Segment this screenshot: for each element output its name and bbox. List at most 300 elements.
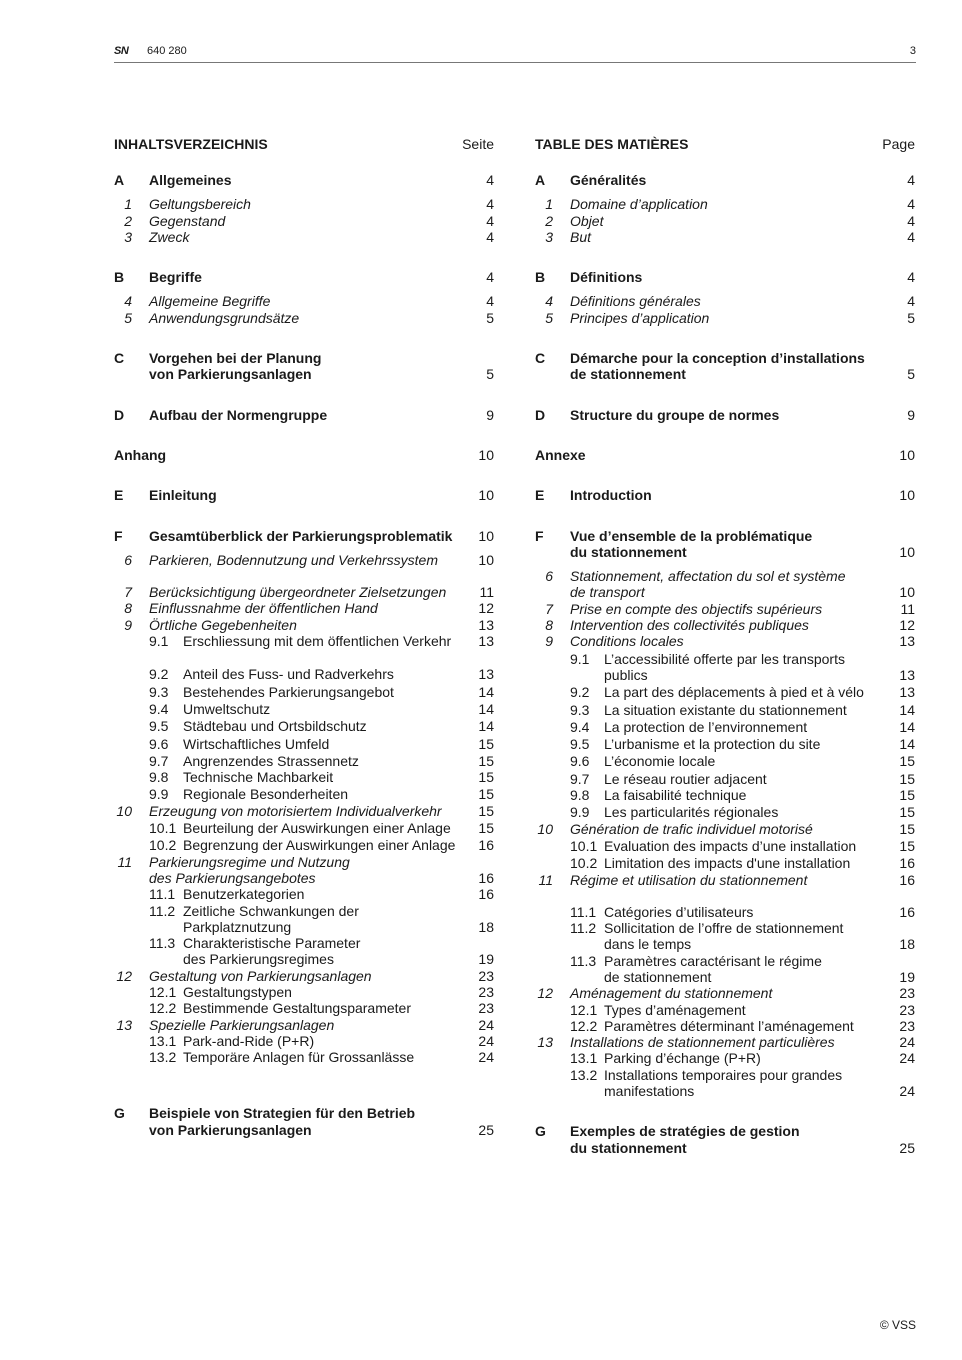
toc-entry-title-line: Paramètres caractérisant le régime — [604, 952, 822, 969]
toc-entry-title-line: Bestehendes Parkierungsangebot — [183, 683, 394, 700]
toc-entry — [535, 753, 915, 769]
toc-entry-number: C — [114, 350, 125, 367]
toc-entry — [114, 1033, 494, 1049]
toc-entry — [114, 666, 494, 682]
toc-entry — [535, 787, 915, 803]
toc-entry — [535, 1050, 915, 1066]
toc-entry-title-line: Exemples de stratégies de gestion — [570, 1123, 800, 1140]
toc-entry-page: 15 — [899, 804, 915, 821]
toc-entry-number: 11.3 — [570, 952, 597, 969]
toc-entry-title-line: Temporäre Anlagen für Grossanlässe — [183, 1049, 415, 1066]
toc-entry-title-line: Annexe — [535, 446, 586, 463]
toc-entry — [535, 1002, 915, 1018]
toc-entry-title — [114, 769, 494, 785]
toc-entry — [114, 803, 494, 819]
toc-entry-title-line: Geltungsbereich — [149, 196, 251, 213]
toc-entry-page: 13 — [478, 666, 494, 683]
toc-entry-page: 25 — [478, 1121, 494, 1138]
toc-entry-title — [535, 821, 915, 837]
toc-entry-title-line: Régime et utilisation du stationnement — [570, 871, 808, 888]
toc-entry-number: 12 — [116, 967, 132, 984]
toc-entry — [114, 903, 494, 936]
toc-entry — [114, 600, 494, 616]
toc-entry-number: 1 — [545, 196, 553, 213]
toc-entry-number: 9.1 — [149, 633, 169, 650]
toc-entry-page: 23 — [899, 1001, 915, 1018]
toc-entry-title — [114, 447, 494, 463]
toc-entry-page: 14 — [899, 736, 915, 753]
toc-entry-number: 12.1 — [570, 1001, 598, 1018]
toc-entries — [114, 172, 494, 1138]
toc-entry-title-line: Gegenstand — [149, 212, 226, 229]
toc-entry-page: 14 — [899, 701, 915, 718]
toc-entry-number: G — [535, 1123, 546, 1140]
toc-entry-title-line: von Parkierungsanlagen — [149, 1121, 312, 1138]
toc-entry-title — [535, 719, 915, 735]
toc-entry-number: 11.3 — [149, 935, 176, 952]
toc-entry — [114, 293, 494, 309]
toc-entry-title-line: Parkplatznutzung — [183, 918, 292, 935]
toc-entry-title — [114, 600, 494, 616]
toc-entry-page: 4 — [907, 293, 915, 310]
toc-entry-title-line: Parking d’échange (P+R) — [604, 1050, 761, 1067]
toc-entry — [535, 350, 915, 383]
toc-entries — [535, 172, 915, 1156]
toc-entry — [535, 229, 915, 245]
toc-entry — [535, 1123, 915, 1156]
toc-entry-number: 4 — [124, 293, 132, 310]
toc-entry-page: 5 — [486, 309, 494, 326]
toc-entry-title-line: Zeitliche Schwankungen der — [183, 902, 359, 919]
toc-entry-title-line: Allgemeine Begriffe — [149, 293, 271, 310]
toc-entry — [535, 633, 915, 649]
toc-entry-title-line: Stationnement, affectation du sol et système — [570, 568, 846, 585]
toc-entry-title-line: Beurteilung der Auswirkungen einer Anlage — [183, 820, 451, 837]
toc-entry-page: 24 — [478, 1032, 494, 1049]
toc-entry — [114, 786, 494, 802]
toc-entry-title — [535, 753, 915, 769]
toc-entry-number: 9 — [545, 633, 553, 650]
toc-entry-title-line: Conditions locales — [570, 633, 684, 650]
toc-entry — [535, 1067, 915, 1100]
toc-entry-page: 15 — [899, 753, 915, 770]
toc-entry — [535, 269, 915, 285]
toc-entry-number: 2 — [124, 212, 132, 229]
toc-entry-title-line: Types d’aménagement — [604, 1001, 746, 1018]
toc-entry-title-line: La faisabilité technique — [604, 787, 747, 804]
toc-entry — [535, 821, 915, 837]
toc-entry-page: 19 — [899, 968, 915, 985]
toc-entry-page: 4 — [907, 228, 915, 245]
toc-entry-number: 9.8 — [570, 787, 590, 804]
toc-entry — [535, 838, 915, 854]
toc-entry — [114, 820, 494, 836]
toc-entry-page: 10 — [899, 446, 915, 463]
toc-entry-page: 4 — [486, 172, 494, 188]
toc-entry-title — [114, 1105, 494, 1138]
toc-entry-title — [114, 786, 494, 802]
toc-entry — [114, 350, 494, 383]
toc-entry-title-line: Erzeugung von motorisiertem Individualverkehr — [149, 802, 442, 819]
toc-entry — [114, 736, 494, 752]
toc-entry-number: 9.1 — [570, 650, 590, 667]
toc-entry-number: 10.1 — [149, 820, 177, 837]
toc-entry-page: 16 — [478, 886, 494, 903]
toc-entry-page: 18 — [899, 936, 915, 953]
toc-entry-number: G — [114, 1105, 125, 1122]
toc-entry — [114, 1017, 494, 1033]
toc-entry-number: D — [535, 406, 546, 423]
toc-entry-title-line: Installations de stationnement particulières — [570, 1034, 835, 1051]
toc-entry — [114, 528, 494, 544]
toc-entry-page: 15 — [478, 786, 494, 803]
toc-entry-number: 9.7 — [570, 770, 590, 787]
toc-entry — [114, 487, 494, 503]
toc-entry-title-line: Parkieren, Bodennutzung und Verkehrssystem — [149, 551, 438, 568]
toc-entry — [535, 872, 915, 888]
toc-entry-title-line: publics — [604, 666, 648, 683]
toc-entry-title-line: Installations temporaires pour grandes — [604, 1066, 843, 1083]
toc-entry-title — [114, 584, 494, 600]
toc-entry-title-line: Définitions — [570, 269, 643, 286]
toc-entry — [535, 804, 915, 820]
toc-entry-page: 16 — [478, 837, 494, 854]
page-header — [114, 42, 916, 63]
toc-entry-title — [114, 617, 494, 633]
toc-entry-page: 10 — [478, 551, 494, 568]
toc-entry — [535, 407, 915, 423]
toc-entry — [535, 196, 915, 212]
toc-entry — [114, 935, 494, 968]
toc-entry-title-line: Charakteristische Parameter — [183, 935, 361, 952]
toc-entry-page: 13 — [899, 684, 915, 701]
toc-entry-page: 16 — [899, 903, 915, 920]
toc-entry-number: 10.2 — [570, 855, 598, 872]
toc-entry-page: 13 — [899, 666, 915, 683]
toc-entry-page: 5 — [907, 309, 915, 326]
toc-entry-title-line: Bestimmende Gestaltungsparameter — [183, 1000, 411, 1017]
toc-entry — [535, 904, 915, 920]
toc-entry — [114, 196, 494, 212]
toc-entry-title — [535, 487, 915, 503]
toc-entry — [114, 269, 494, 285]
toc-entry — [114, 1105, 494, 1138]
toc-entry-number: D — [114, 406, 125, 423]
toc-entry-title-line: Gestaltung von Parkierungsanlagen — [149, 967, 372, 984]
toc-entry — [535, 568, 915, 601]
toc-entry-number: 12.1 — [149, 983, 177, 1000]
toc-entry-title — [114, 487, 494, 503]
toc-entry-page: 15 — [899, 820, 915, 837]
toc-entry-page: 10 — [478, 446, 494, 463]
toc-entry-title-line: Intervention des collectivités publiques — [570, 617, 809, 634]
toc-entry-number: 11.2 — [149, 902, 176, 919]
toc-entry-number: 5 — [124, 309, 132, 326]
toc-entry-title — [114, 736, 494, 752]
document-number: 640 280 — [147, 45, 187, 57]
toc-entry-title — [114, 269, 494, 285]
toc-entry-page: 15 — [478, 752, 494, 769]
toc-entry-title-line: Aufbau der Normengruppe — [149, 406, 328, 423]
toc-entry-title-line: Objet — [570, 212, 604, 229]
toc-entry — [535, 855, 915, 871]
toc-entry — [114, 769, 494, 785]
toc-entry-title — [114, 229, 494, 245]
toc-entry — [114, 968, 494, 984]
toc-entry-number: 9.7 — [149, 752, 169, 769]
toc-entry-number: A — [114, 172, 125, 188]
toc-entry-number: F — [114, 527, 123, 544]
toc-entry-number: 9.4 — [570, 718, 590, 735]
toc-entry-page: 4 — [486, 212, 494, 229]
toc-entry — [535, 1034, 915, 1050]
toc-entry — [114, 552, 494, 568]
toc-entry-title — [535, 1034, 915, 1050]
toc-entry-title — [535, 684, 915, 700]
toc-entry-page: 23 — [478, 1000, 494, 1017]
toc-entry-page: 24 — [899, 1034, 915, 1051]
toc-entry — [114, 837, 494, 853]
toc-entry-number: 9.6 — [149, 735, 169, 752]
toc-entry-title — [114, 528, 494, 544]
toc-entry-number: 10 — [537, 820, 553, 837]
toc-entry-title-line: Vue d’ensemble de la problématique — [570, 527, 813, 544]
toc-entry-number: 9.4 — [149, 700, 169, 717]
toc-entry-title-line: Städtebau und Ortsbildschutz — [183, 718, 367, 735]
toc-entry-page: 10 — [899, 584, 915, 601]
toc-entry-page: 15 — [478, 735, 494, 752]
toc-entry-page: 11 — [900, 600, 915, 617]
toc-entry-title-line: La situation existante du stationnement — [604, 701, 847, 718]
toc-entry-title-line: Gestaltungstypen — [183, 983, 292, 1000]
toc-entry-title-line: Définitions générales — [570, 293, 701, 310]
toc-entry — [535, 953, 915, 986]
toc-entry-page: 14 — [899, 718, 915, 735]
toc-entry-title — [114, 633, 494, 649]
toc-german — [114, 135, 494, 1138]
toc-entry-number: 9 — [124, 616, 132, 633]
toc-entry-page: 25 — [899, 1139, 915, 1156]
toc-entry-number: 7 — [124, 584, 132, 601]
toc-entry-title — [114, 854, 494, 887]
toc-entry-number: 9.3 — [149, 683, 169, 700]
toc-entry — [114, 1000, 494, 1016]
toc-entry — [535, 920, 915, 953]
toc-entry-page: 15 — [899, 837, 915, 854]
toc-entry — [535, 293, 915, 309]
toc-entry — [114, 718, 494, 734]
toc-entry-title — [535, 229, 915, 245]
toc-title: INHALTSVERZEICHNIS — [114, 136, 268, 152]
toc-entry-title-line: Parkierungsregime und Nutzung — [149, 853, 350, 870]
toc-entry — [535, 447, 915, 463]
toc-entry-number: C — [535, 350, 546, 367]
toc-entry — [114, 229, 494, 245]
toc-entry-page: 24 — [478, 1049, 494, 1066]
toc-entry-title-line: des Parkierungsangebotes — [149, 869, 316, 886]
toc-entry-page: 4 — [486, 293, 494, 310]
toc-entry-number: 13.1 — [149, 1032, 177, 1049]
toc-entry-number: 11 — [117, 853, 132, 870]
toc-entry-page: 23 — [899, 985, 915, 1002]
toc-entry-number: 7 — [545, 600, 553, 617]
toc-entry-title-line: Introduction — [570, 487, 652, 504]
toc-entry-page: 16 — [478, 869, 494, 886]
toc-entry-title — [535, 651, 915, 684]
toc-entry-title — [535, 447, 915, 463]
toc-entry-page: 19 — [478, 951, 494, 968]
toc-entry-title-line: du stationnement — [570, 1139, 687, 1156]
toc-entry-number: 11.2 — [570, 920, 597, 937]
toc-entry-number: 12.2 — [570, 1017, 598, 1034]
toc-entry-title-line: La part des déplacements à pied et à vélo — [604, 684, 864, 701]
toc-entry-page: 16 — [899, 855, 915, 872]
toc-entry-title-line: Les particularités régionales — [604, 804, 779, 821]
toc-entry-number: 9.6 — [570, 753, 590, 770]
toc-entry-number: 9.2 — [570, 684, 590, 701]
toc-entry-page: 10 — [478, 487, 494, 504]
toc-entry-title — [535, 633, 915, 649]
toc-entry-number: 13.2 — [570, 1066, 598, 1083]
toc-entry-page: 15 — [899, 787, 915, 804]
toc-entry-title-line: Généralités — [570, 172, 647, 188]
toc-entry-title-line: L’urbanisme et la protection du site — [604, 736, 821, 753]
toc-entry-title-line: Angrenzendes Strassennetz — [183, 752, 359, 769]
toc-entry-title-line: Anhang — [114, 446, 167, 463]
toc-entry-title — [535, 601, 915, 617]
toc-heading — [535, 135, 915, 153]
toc-entry-title-line: Le réseau routier adjacent — [604, 770, 767, 787]
toc-entry-number: 12 — [537, 985, 553, 1002]
toc-entry — [114, 633, 494, 649]
toc-entry-title-line: Berücksichtigung übergeordneter Zielsetzungen — [149, 584, 447, 601]
toc-entry-title-line: Vorgehen bei der Planung — [149, 350, 322, 367]
toc-entry — [535, 651, 915, 684]
toc-entry-number: 10.1 — [570, 837, 598, 854]
toc-entry-page: 4 — [907, 269, 915, 286]
toc-entry-page: 23 — [478, 967, 494, 984]
toc-entry — [114, 172, 494, 188]
toc-entry-page: 11 — [479, 584, 494, 601]
toc-entry-page: 4 — [907, 212, 915, 229]
toc-entry-title — [535, 213, 915, 229]
toc-entry — [535, 1018, 915, 1034]
toc-entry-number: 4 — [545, 293, 553, 310]
toc-entry-title-line: L’économie locale — [604, 753, 716, 770]
toc-entry-page: 16 — [899, 871, 915, 888]
toc-entry-title — [114, 552, 494, 568]
toc-entry-page: 13 — [478, 616, 494, 633]
toc-entry-number: 1 — [124, 196, 132, 213]
toc-entry-number: 13 — [537, 1034, 553, 1051]
page-number: 3 — [909, 45, 916, 57]
toc-entry-title — [535, 172, 915, 188]
toc-entry — [535, 684, 915, 700]
toc-entry-title-line: Catégories d’utilisateurs — [604, 903, 754, 920]
toc-entry-page: 10 — [899, 543, 915, 560]
toc-entry-number: 5 — [545, 309, 553, 326]
toc-page-label: Seite — [462, 136, 494, 152]
toc-entry-number: B — [114, 269, 125, 286]
toc-entry-number: 9.3 — [570, 701, 590, 718]
toc-entry — [535, 985, 915, 1001]
toc-entry-title-line: But — [570, 228, 592, 245]
toc-entry-title — [114, 407, 494, 423]
toc-entry — [114, 617, 494, 633]
toc-entry-title — [535, 702, 915, 718]
toc-entry-page: 4 — [486, 269, 494, 286]
sn-logo: SN — [114, 45, 129, 57]
toc-entry — [535, 601, 915, 617]
toc-entry — [114, 1049, 494, 1065]
toc-entry-title — [114, 196, 494, 212]
toc-entry-title — [535, 804, 915, 820]
toc-entry-number: 6 — [545, 568, 553, 585]
toc-entry-number: 13.1 — [570, 1050, 598, 1067]
toc-entry — [535, 213, 915, 229]
toc-entry-page: 24 — [899, 1050, 915, 1067]
toc-entry — [114, 213, 494, 229]
toc-entry-title-line: de stationnement — [604, 968, 712, 985]
toc-entry-title-line: Beispiele von Strategien für den Betrieb — [149, 1105, 416, 1122]
toc-entry-title-line: Park-and-Ride (P+R) — [183, 1032, 315, 1049]
toc-entry — [535, 172, 915, 188]
toc-entry-title — [535, 736, 915, 752]
toc-entry-page: 4 — [486, 228, 494, 245]
toc-entry-title — [114, 684, 494, 700]
copyright-footer: © VSS — [879, 1318, 916, 1332]
toc-entry-page: 24 — [899, 1083, 915, 1100]
toc-entry-title-line: Einflussnahme der öffentlichen Hand — [149, 600, 378, 617]
toc-entry-title — [535, 568, 915, 601]
toc-entry-page: 14 — [478, 718, 494, 735]
toc-entry-title-line: Allgemeines — [149, 172, 232, 188]
toc-entry — [535, 771, 915, 787]
toc-entry-title-line: Principes d’application — [570, 309, 710, 326]
toc-entry-page: 13 — [899, 633, 915, 650]
toc-entry-title — [114, 172, 494, 188]
toc-entry-title-line: Gesamtüberblick der Parkierungsproblematik — [149, 527, 453, 544]
toc-entry-title — [535, 269, 915, 285]
toc-entry-title-line: manifestations — [604, 1083, 695, 1100]
toc-entry-title — [535, 310, 915, 326]
toc-entry — [114, 584, 494, 600]
toc-entry — [114, 984, 494, 1000]
toc-entry-title-line: Begriffe — [149, 269, 202, 286]
toc-entry-title — [535, 528, 915, 561]
toc-entry-title — [535, 617, 915, 633]
toc-entry — [535, 528, 915, 561]
toc-entry-page: 15 — [478, 769, 494, 786]
toc-entry — [114, 447, 494, 463]
toc-entry — [535, 736, 915, 752]
toc-entry-title-line: Zweck — [149, 228, 190, 245]
toc-entry-number: 9.9 — [570, 804, 590, 821]
toc-entry — [114, 310, 494, 326]
toc-entry-title-line: Aménagement du stationnement — [570, 985, 773, 1002]
toc-entry-number: A — [535, 172, 546, 188]
toc-entry-page: 13 — [478, 633, 494, 650]
toc-entry-number: 8 — [124, 600, 132, 617]
toc-entry-number: 6 — [124, 551, 132, 568]
toc-entry — [535, 487, 915, 503]
toc-entry-title-line: Anwendungsgrundsätze — [149, 309, 300, 326]
toc-entry — [535, 617, 915, 633]
toc-entry-page: 9 — [907, 406, 915, 423]
toc-entry-title-line: de stationnement — [570, 366, 686, 383]
toc-entry-title-line: Regionale Besonderheiten — [183, 786, 349, 803]
toc-entry-title-line: Wirtschaftliches Umfeld — [183, 735, 330, 752]
